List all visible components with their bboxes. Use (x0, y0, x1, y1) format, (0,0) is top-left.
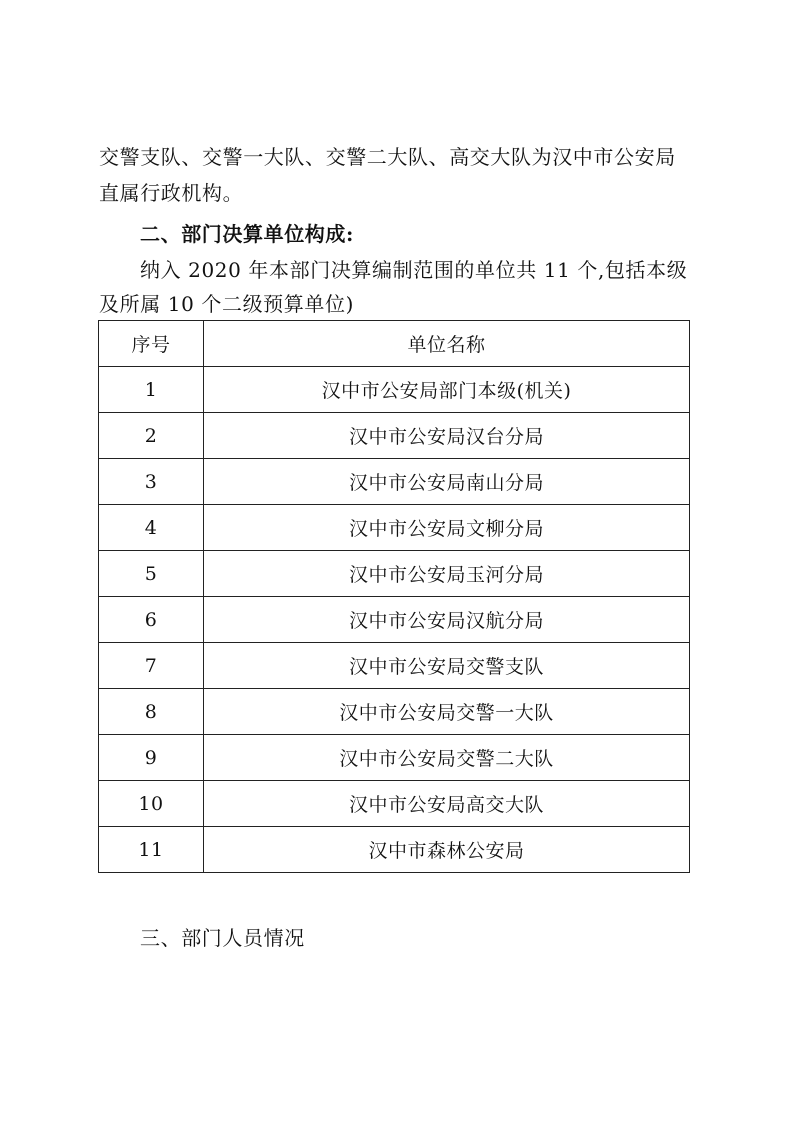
row-number: 6 (99, 597, 204, 643)
row-unit-name: 汉中市森林公安局 (204, 827, 690, 873)
table-header-row (99, 321, 690, 367)
intro-line-2: 直属行政机构。 (99, 181, 244, 205)
table-row (99, 735, 690, 781)
row-number: 1 (99, 367, 204, 413)
row-unit-name: 汉中市公安局高交大队 (204, 781, 690, 827)
row-unit-name: 汉中市公安局玉河分局 (204, 551, 690, 597)
row-number: 4 (99, 505, 204, 551)
table-row (99, 367, 690, 413)
section-2-paragraph-line-1: 纳入 2020 年本部门决算编制范围的单位共 11 个,包括本级 (140, 258, 688, 282)
row-unit-name: 汉中市公安局交警支队 (204, 643, 690, 689)
section-2-heading: 二、部门决算单位构成: (140, 222, 354, 246)
row-unit-name: 汉中市公安局汉航分局 (204, 597, 690, 643)
row-number: 11 (99, 827, 204, 873)
row-number: 5 (99, 551, 204, 597)
row-unit-name: 汉中市公安局南山分局 (204, 459, 690, 505)
section-2-paragraph-line-2: 及所属 10 个二级预算单位) (99, 292, 354, 316)
row-unit-name: 汉中市公安局交警一大队 (204, 689, 690, 735)
row-unit-name: 汉中市公安局文柳分局 (204, 505, 690, 551)
row-unit-name: 汉中市公安局部门本级(机关) (204, 367, 690, 413)
unit-table (98, 320, 690, 873)
row-number: 2 (99, 413, 204, 459)
header-unit-name: 单位名称 (204, 321, 690, 367)
table-row (99, 827, 690, 873)
table-row (99, 551, 690, 597)
table-row (99, 643, 690, 689)
section-3-heading: 三、部门人员情况 (140, 926, 305, 950)
table-row (99, 413, 690, 459)
table-row (99, 689, 690, 735)
row-unit-name: 汉中市公安局汉台分局 (204, 413, 690, 459)
table-row (99, 781, 690, 827)
row-number: 9 (99, 735, 204, 781)
row-unit-name: 汉中市公安局交警二大队 (204, 735, 690, 781)
row-number: 3 (99, 459, 204, 505)
row-number: 10 (99, 781, 204, 827)
table-row (99, 505, 690, 551)
header-serial-number: 序号 (99, 321, 204, 367)
table-row (99, 597, 690, 643)
table-row (99, 459, 690, 505)
row-number: 8 (99, 689, 204, 735)
intro-line-1: 交警支队、交警一大队、交警二大队、高交大队为汉中市公安局 (99, 145, 676, 169)
row-number: 7 (99, 643, 204, 689)
